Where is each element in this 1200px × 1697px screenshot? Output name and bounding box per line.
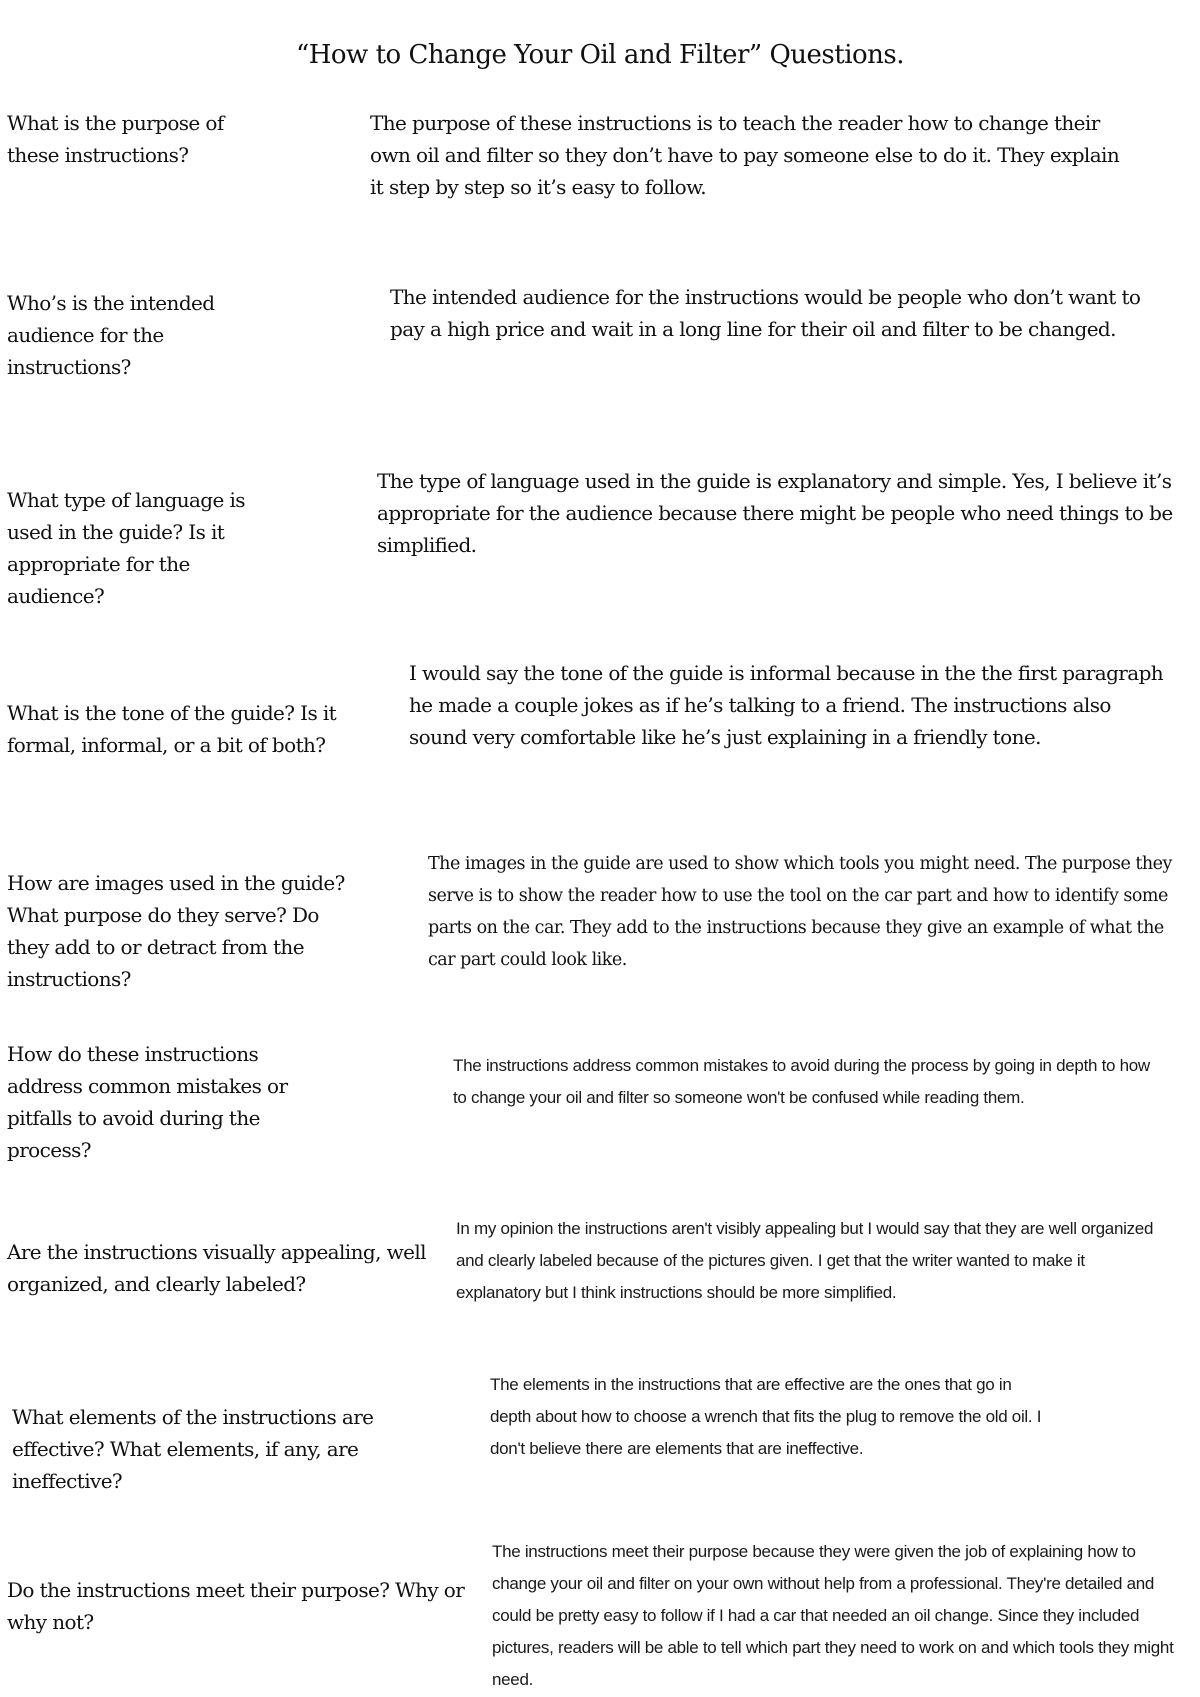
answer-2: The intended audience for the instructions would be people who don’t want to pay a high price and wait in a long line for their oil and filter to be changed. <box>390 285 1141 341</box>
question-4: What is the tone of the guide? Is it formal, informal, or a bit of both? <box>7 701 337 757</box>
question-6: How do these instructions address common mistakes or pitfalls to avoid during the process? <box>7 1042 288 1162</box>
answer-7: In my opinion the instructions aren't visibly appealing but I would say that they are well organized and clearly labeled because of the pictures given. I get that the writer wanted to make it explanatory but I think instructions should be more simplified. <box>456 1219 1154 1302</box>
answer-1: The purpose of these instructions is to teach the reader how to change their own oil and filter so they don’t have to pay someone else to do it. They explain it step by step so it’s easy to follow. <box>370 111 1120 199</box>
question-2: Who’s is the intended audience for the instructions? <box>7 291 215 379</box>
question-9: Do the instructions meet their purpose? Why or why not? <box>7 1578 465 1634</box>
question-1: What is the purpose of these instructions? <box>7 111 224 167</box>
answer-9: The instructions meet their purpose because they were given the job of explaining how to change your oil and filter on your own without help from a professional. They're detailed and could be pretty easy to follow if I had a car that needed an oil change. Since they included pictures, readers will be able to tell which part they need to work on and which tools they might need. <box>492 1542 1174 1689</box>
answer-8: The elements in the instructions that are effective are the ones that go in depth about how to choose a wrench that fits the plug to remove the old oil. I don't believe there are elements that are ineffective. <box>490 1375 1042 1458</box>
page-title: “How to Change Your Oil and Filter” Questions. <box>295 40 905 70</box>
question-7: Are the instructions visually appealing, well organized, and clearly labeled? <box>7 1240 426 1296</box>
answer-5: The images in the guide are used to show which tools you might need. The purpose they serve is to show the reader how to use the tool on the car part and how to identify some parts on the car. They add to the instructions because they give an example of what the car part could look like. <box>428 854 1172 970</box>
answer-6: The instructions address common mistakes to avoid during the process by going in depth to how to change your oil and filter so someone won't be confused while reading them. <box>453 1056 1150 1107</box>
question-5: How are images used in the guide? What purpose do they serve? Do they add to or detract from the instructions? <box>7 871 345 991</box>
question-3: What type of language is used in the guide? Is it appropriate for the audience? <box>7 488 245 608</box>
answer-3: The type of language used in the guide is explanatory and simple. Yes, I believe it’s appropriate for the audience because there might be people who need things to be simplified. <box>377 469 1173 557</box>
question-8: What elements of the instructions are effective? What elements, if any, are ineffective? <box>12 1405 374 1493</box>
answer-4: I would say the tone of the guide is informal because in the the first paragraph he made a couple jokes as if he’s talking to a friend. The instructions also sound very comfortable like he’s just explaining in a friendly tone. <box>409 661 1164 749</box>
